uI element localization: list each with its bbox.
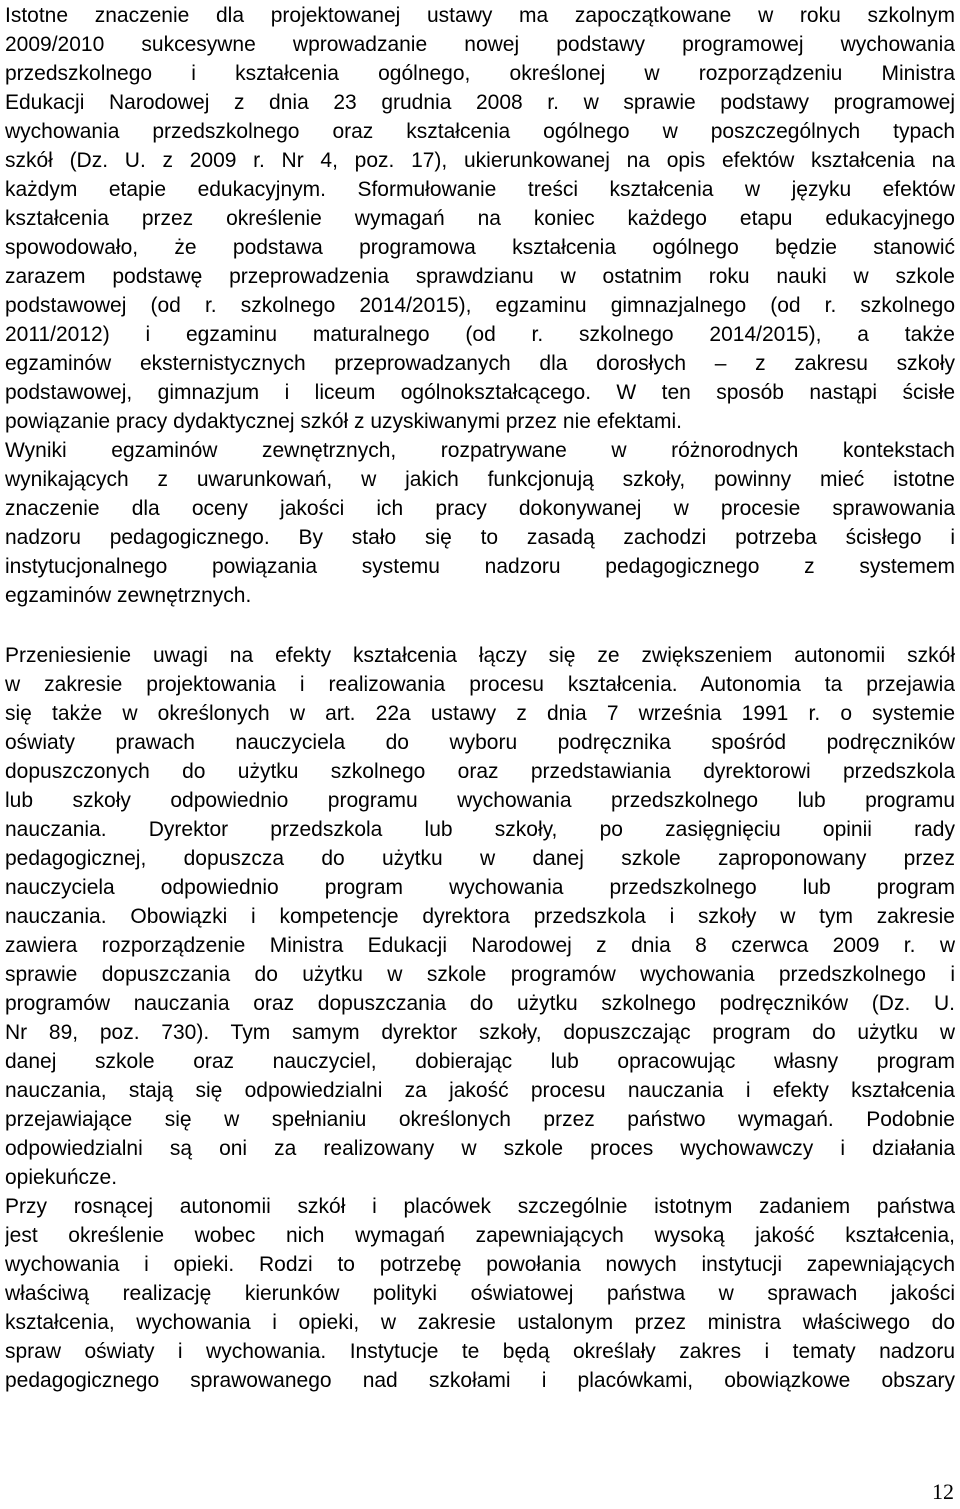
text-line: właściwą realizację kierunków polityki oświatowej państwa w sprawach jakości: [5, 1282, 955, 1305]
text-line: przedszkolnego i kształcenia ogólnego, określonej w rozporządzeniu Ministra: [5, 62, 955, 85]
text-line: każdym etapie edukacyjnym. Sformułowanie treści kształcenia w języku efektów: [5, 178, 955, 201]
text-line: nauczania, stają się odpowiedzialni za jakość procesu nauczania i efekty kształcenia: [5, 1079, 955, 1102]
text-line: egzaminów eksternistycznych przeprowadzanych dla dorosłych – z zakresu szkoły: [5, 352, 955, 375]
text-line: szkół (Dz. U. z 2009 r. Nr 4, poz. 17), ukierunkowanej na opis efektów kształcenia na: [5, 149, 955, 172]
text-line: pedagogicznego sprawowanego nad szkołami i placówkami, obowiązkowe obszary: [5, 1369, 955, 1392]
text-line: nadzoru pedagogicznego. By stało się to zasadą zachodzi potrzeba ścisłego i: [5, 526, 955, 549]
text-line: Wyniki egzaminów zewnętrznych, rozpatrywane w różnorodnych kontekstach: [5, 439, 955, 462]
text-line: spowodowało, że podstawa programowa kształcenia ogólnego będzie stanowić: [5, 236, 955, 259]
text-line: Nr 89, poz. 730). Tym samym dyrektor szkoły, dopuszczając program do użytku w: [5, 1021, 955, 1044]
text-line: podstawowej (od r. szkolnego 2014/2015), egzaminu gimnazjalnego (od r. szkolnego: [5, 294, 955, 317]
text-line: nauczyciela odpowiednio program wychowania przedszkolnego lub program: [5, 876, 955, 899]
text-line: Przy rosnącej autonomii szkół i placówek szczególnie istotnym zadaniem państwa: [5, 1195, 955, 1218]
text-line: spraw oświaty i wychowania. Instytucje te będą określały zakres i tematy nadzoru: [5, 1340, 955, 1363]
text-line: lub szkoły odpowiednio programu wychowania przedszkolnego lub programu: [5, 789, 955, 812]
text-line: wychowania przedszkolnego oraz kształcenia ogólnego w poszczególnych typach: [5, 120, 955, 143]
text-line: wychowania i opieki. Rodzi to potrzebę powołania nowych instytucji zapewniających: [5, 1253, 955, 1276]
text-line: programów nauczania oraz dopuszczania do użytku szkolnego podręczników (Dz. U.: [5, 992, 955, 1015]
text-line: nauczania. Dyrektor przedszkola lub szkoły, po zasięgnięciu opinii rady: [5, 818, 955, 841]
text-line: 2009/2010 sukcesywne wprowadzanie nowej podstawy programowej wychowania: [5, 33, 955, 56]
text-line: znaczenie dla oceny jakości ich pracy dokonywanej w procesie sprawowania: [5, 497, 955, 520]
text-line: w zakresie projektowania i realizowania procesu kształcenia. Autonomia ta przejawia: [5, 673, 955, 696]
text-line: opiekuńcze.: [5, 1166, 118, 1189]
text-line: wynikających z uwarunkowań, w jakich funkcjonują szkoły, powinny mieć istotne: [5, 468, 955, 491]
text-line: pedagogicznej, dopuszcza do użytku w danej szkole zaproponowany przez: [5, 847, 955, 870]
text-line: egzaminów zewnętrznych.: [5, 584, 252, 607]
text-line: instytucjonalnego powiązania systemu nadzoru pedagogicznego z systemem: [5, 555, 955, 578]
text-line: jest określenie wobec nich wymagań zapewniających wysoką jakość kształcenia,: [5, 1224, 955, 1247]
page-number: 12: [932, 1479, 954, 1504]
text-line: Przeniesienie uwagi na efekty kształcenia łączy się ze zwiększeniem autonomii szkół: [5, 644, 955, 667]
text-line: 2011/2012) i egzaminu maturalnego (od r. szkolnego 2014/2015), a także: [5, 323, 955, 346]
text-line: powiązanie pracy dydaktycznej szkół z uzyskiwanymi przez nie efektami.: [5, 410, 682, 433]
text-line: kształcenia przez określenie wymagań na koniec każdego etapu edukacyjnego: [5, 207, 955, 230]
text-line: dopuszczonych do użytku szkolnego oraz przedstawiania dyrektorowi przedszkola: [5, 760, 955, 783]
text-line: odpowiedzialni są oni za realizowany w szkole proces wychowawczy i działania: [5, 1137, 955, 1160]
text-line: zawiera rozporządzenie Ministra Edukacji Narodowej z dnia 8 czerwca 2009 r. w: [5, 934, 955, 957]
text-line: przejawiające się w spełnianiu określonych przez państwo wymagań. Podobnie: [5, 1108, 955, 1131]
text-line: sprawie dopuszczania do użytku w szkole programów wychowania przedszkolnego i: [5, 963, 955, 986]
text-line: Edukacji Narodowej z dnia 23 grudnia 2008 r. w sprawie podstawy programowej: [5, 91, 955, 114]
text-line: nauczania. Obowiązki i kompetencje dyrektora przedszkola i szkoły w tym zakresie: [5, 905, 955, 928]
text-line: oświaty prawach nauczyciela do wyboru podręcznika spośród podręczników: [5, 731, 955, 754]
text-line: kształcenia, wychowania i opieki, w zakresie ustalonym przez ministra właściwego do: [5, 1311, 955, 1334]
text-line: Istotne znaczenie dla projektowanej ustawy ma zapoczątkowane w roku szkolnym: [5, 4, 955, 27]
text-line: zarazem podstawę przeprowadzenia sprawdzianu w ostatnim roku nauki w szkole: [5, 265, 955, 288]
text-line: się także w określonych w art. 22a ustawy z dnia 7 września 1991 r. o systemie: [5, 702, 955, 725]
text-line: danej szkole oraz nauczyciel, dobierając lub opracowując własny program: [5, 1050, 955, 1073]
text-line: podstawowej, gimnazjum i liceum ogólnokształcącego. W ten sposób nastąpi ścisłe: [5, 381, 955, 404]
